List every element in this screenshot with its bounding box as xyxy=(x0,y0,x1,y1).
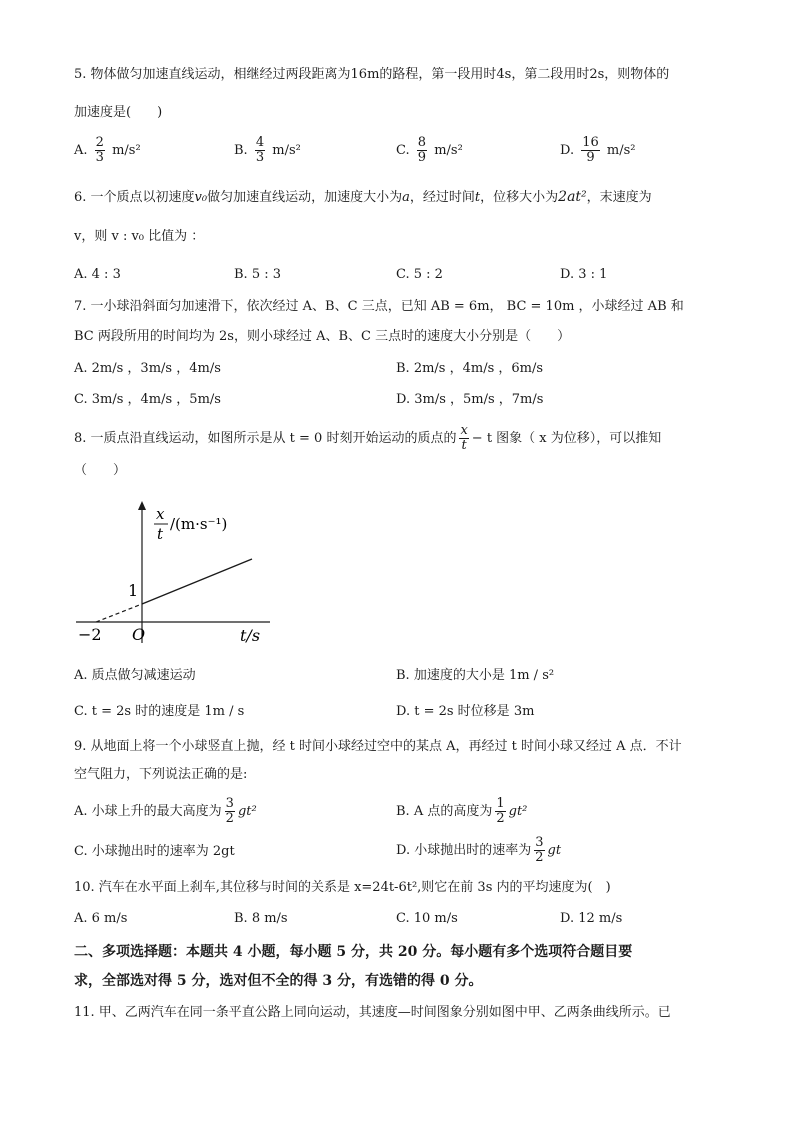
q5-option-b[interactable]: B. $\frac{4}{3}$ m/s² xyxy=(234,135,301,165)
q6-option-b[interactable]: B. 5 : 3 xyxy=(234,267,282,282)
q8-option-c[interactable]: C. t = 2s 时的速度是 1m / s xyxy=(74,704,245,719)
q5-option-d[interactable]: D. $\frac{16}{9}$ m/s² xyxy=(560,135,636,165)
q7-option-c[interactable]: C. 3m/s ，4m/s ，5m/s xyxy=(74,392,221,407)
section2-heading-line1: 二、多项选择题：本题共 4 小题，每小题 5 分，共 20 分。每小题有多个选项符合题目要 xyxy=(74,944,633,960)
q7-option-a[interactable]: A. 2m/s ，3m/s ，4m/s xyxy=(74,361,221,376)
q8-option-b[interactable]: B. 加速度的大小是 1m / s² xyxy=(396,668,555,683)
q5-option-c-fraction: $\frac{8}{9}$ xyxy=(417,135,427,165)
q8-xt-graph xyxy=(70,495,270,645)
q6-option-a[interactable]: A. 4 : 3 xyxy=(74,267,121,282)
q10-option-a[interactable]: A. 6 m/s xyxy=(74,911,128,926)
q11-stem: 11. 甲、乙两汽车在同一条平直公路上同向运动，其速度—时间图象分别如图中甲、乙两条曲线所示。已 xyxy=(74,1005,671,1020)
q8-graph-origin: O xyxy=(132,625,146,644)
q6-option-c[interactable]: C. 5 : 2 xyxy=(396,267,443,282)
q9-option-c[interactable]: C. 小球抛出时的速率为 2gt xyxy=(74,844,235,859)
q8-option-a[interactable]: A. 质点做匀减速运动 xyxy=(74,668,196,683)
q8-graph-data-line xyxy=(142,559,252,604)
q5-option-b-fraction: $\frac{4}{3}$ xyxy=(255,135,265,165)
q9-stem-line1: 9. 从地面上将一个小球竖直上抛，经 t 时间小球经过空中的某点 A，再经过 t 时间小球又经过 A 点．不计 xyxy=(74,739,682,754)
q5-option-a[interactable]: A. $\frac{2}{3}$ m/s² xyxy=(74,135,141,165)
q8-graph-y-frac-den: t xyxy=(157,525,164,543)
q9-stem-line2: 空气阻力，下列说法正确的是: xyxy=(74,767,248,782)
q10-stem: 10. 汽车在水平面上刹车,其位移与时间的关系是 x=24t-6t²,则它在前 3s 内的平均速度为( ) xyxy=(74,880,611,895)
q8-graph-tick-x: −2 xyxy=(78,625,102,644)
q8-graph-y-label: /(m·s⁻¹) xyxy=(170,515,228,533)
q7-option-b[interactable]: B. 2m/s ，4m/s ，6m/s xyxy=(396,361,544,376)
q6-stem-line1: 6. 一个质点以初速度v₀做匀加速直线运动，加速度大小为a，经过时间t，位移大小为2at²，末速度为 xyxy=(74,189,652,205)
q5-stem-line1: 5. 物体做匀加速直线运动，相继经过两段距离为16m的路程，第一段用时4s，第二段用时2s，则物体的 xyxy=(74,67,670,82)
q8-graph-y-frac-num: x xyxy=(156,505,165,523)
q10-option-c[interactable]: C. 10 m/s xyxy=(396,911,458,926)
q7-stem-line1: 7. 一小球沿斜面匀加速滑下，依次经过 A、B、C 三点，已知 AB = 6m， BC = 10m ，小球经过 AB 和 xyxy=(74,299,684,314)
q8-graph-tick-y: 1 xyxy=(128,581,139,600)
q6-stem-line2: v，则 v : v₀ 比值为 ： xyxy=(74,229,205,244)
q8-graph-dashed-line xyxy=(96,604,142,622)
q8-graph-y-arrow xyxy=(138,501,146,510)
q5-option-a-fraction: $\frac{2}{3}$ xyxy=(95,135,104,165)
q8-stem-line2: （ ） xyxy=(74,463,127,478)
q9-option-d[interactable]: D. 小球抛出时的速率为 $\frac{3}{2}$ gt xyxy=(396,835,562,865)
q8-graph-x-label: t/s xyxy=(240,626,261,645)
q7-option-d[interactable]: D. 3m/s ，5m/s ，7m/s xyxy=(396,392,544,407)
q9-option-a[interactable]: A. 小球上升的最大高度为 $\frac{3}{2}$ gt² xyxy=(74,796,257,826)
q7-stem-line2: BC 两段所用的时间均为 2s，则小球经过 A、B、C 三点时的速度大小分别是（ ） xyxy=(74,329,571,344)
q5-stem-line2: 加速度是( ) xyxy=(74,105,163,120)
q8-stem-line1: 8. 一质点沿直线运动，如图所示是从 t = 0 时刻开始运动的质点的 $\frac{x}{t}$ − t 图象（ x 为位移），可以推知 xyxy=(74,423,662,453)
q6-option-d[interactable]: D. 3 : 1 xyxy=(560,267,608,282)
section2-heading-line2: 求，全部选对得 5 分，选对但不全的得 3 分，有选错的得 0 分。 xyxy=(74,973,483,989)
q10-option-d[interactable]: D. 12 m/s xyxy=(560,911,623,926)
q8-xt-fraction: $\frac{x}{t}$ xyxy=(460,423,468,453)
q8-option-d[interactable]: D. t = 2s 时位移是 3m xyxy=(396,704,535,719)
q10-option-b[interactable]: B. 8 m/s xyxy=(234,911,288,926)
q9-option-b[interactable]: B. A 点的高度为 $\frac{1}{2}$ gt² xyxy=(396,796,528,826)
q5-option-d-fraction: $\frac{16}{9}$ xyxy=(582,135,599,165)
q5-option-c[interactable]: C. $\frac{8}{9}$ m/s² xyxy=(396,135,463,165)
